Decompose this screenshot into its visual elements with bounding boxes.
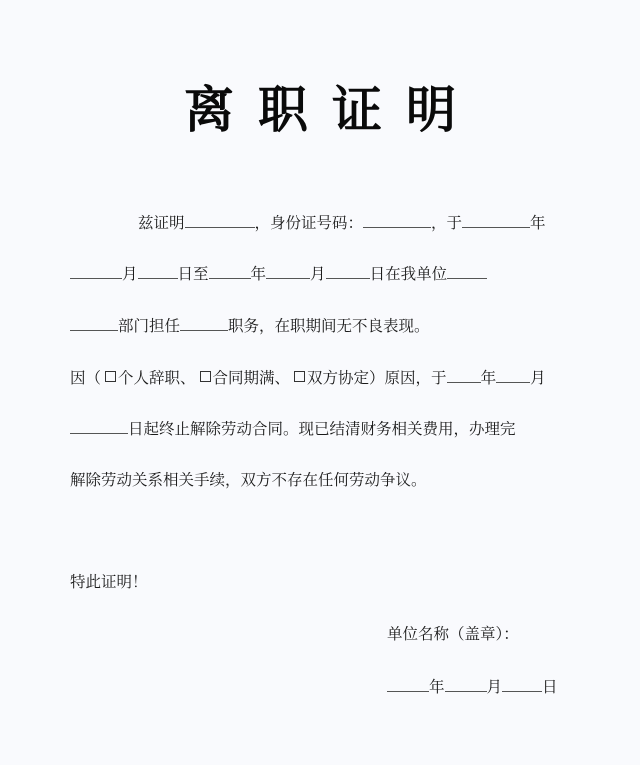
line-3: [70, 315, 430, 336]
option-mutual-agreement: 双方协定）原因，于: [307, 369, 447, 387]
blank-end-month: [266, 263, 310, 279]
text: 解除劳动关系相关手续，双方不存在任何劳动争议。: [70, 471, 427, 489]
text: 兹证明: [138, 214, 185, 232]
blank-day: [138, 263, 178, 279]
blank-term-day: [70, 418, 128, 434]
document-title: 离职证明: [184, 81, 480, 139]
text: 部门担任: [118, 317, 181, 335]
text: ，身份证号码：: [254, 214, 364, 232]
line-2: [70, 263, 487, 284]
blank-term-year: [447, 367, 481, 383]
blank-sign-day: [502, 676, 542, 692]
blank-sign-year: [387, 676, 429, 692]
blank-year: [462, 212, 530, 228]
text: 月: [310, 265, 326, 283]
blank-name: [185, 212, 255, 228]
signature-date: [387, 676, 558, 697]
text: 日起终止解除劳动合同。现已结清财务相关费用，办理完: [128, 420, 516, 438]
text: 职务，在职期间无不良表现。: [228, 317, 430, 335]
text: 日在我单位: [369, 265, 448, 283]
blank-end-year: [209, 263, 251, 279]
blank-department: [447, 263, 487, 279]
checkbox-resignation[interactable]: [105, 371, 116, 382]
text: 月: [486, 678, 503, 696]
blank-position: [180, 315, 228, 331]
text: 年: [530, 214, 546, 232]
text: ，于: [431, 214, 463, 232]
text: 因（: [70, 369, 102, 387]
line-4: [70, 367, 546, 388]
closing-text: 特此证明！: [70, 573, 148, 591]
checkbox-mutual-agreement[interactable]: [294, 371, 305, 382]
line-6: [70, 470, 427, 490]
text: 年: [429, 678, 445, 696]
blank-sign-month: [445, 676, 487, 692]
option-contract-expiry: 合同期满、: [212, 369, 291, 387]
text: 年: [250, 265, 267, 283]
blank-term-month: [496, 367, 530, 383]
checkbox-contract-expiry[interactable]: [200, 371, 211, 382]
line-5: [70, 418, 516, 439]
blank-department-cont: [70, 315, 118, 331]
blank-end-day: [326, 263, 370, 279]
company-seal-label: 单位名称（盖章）：: [387, 625, 519, 643]
text: 日: [542, 678, 558, 696]
blank-month: [70, 263, 122, 279]
text: 年: [480, 369, 497, 387]
option-resignation: 个人辞职、: [118, 369, 196, 387]
text: 月: [530, 369, 546, 387]
text: 日至: [177, 265, 209, 283]
text: 月: [122, 265, 138, 283]
line-1: [138, 212, 546, 233]
blank-id-number: [363, 212, 431, 228]
